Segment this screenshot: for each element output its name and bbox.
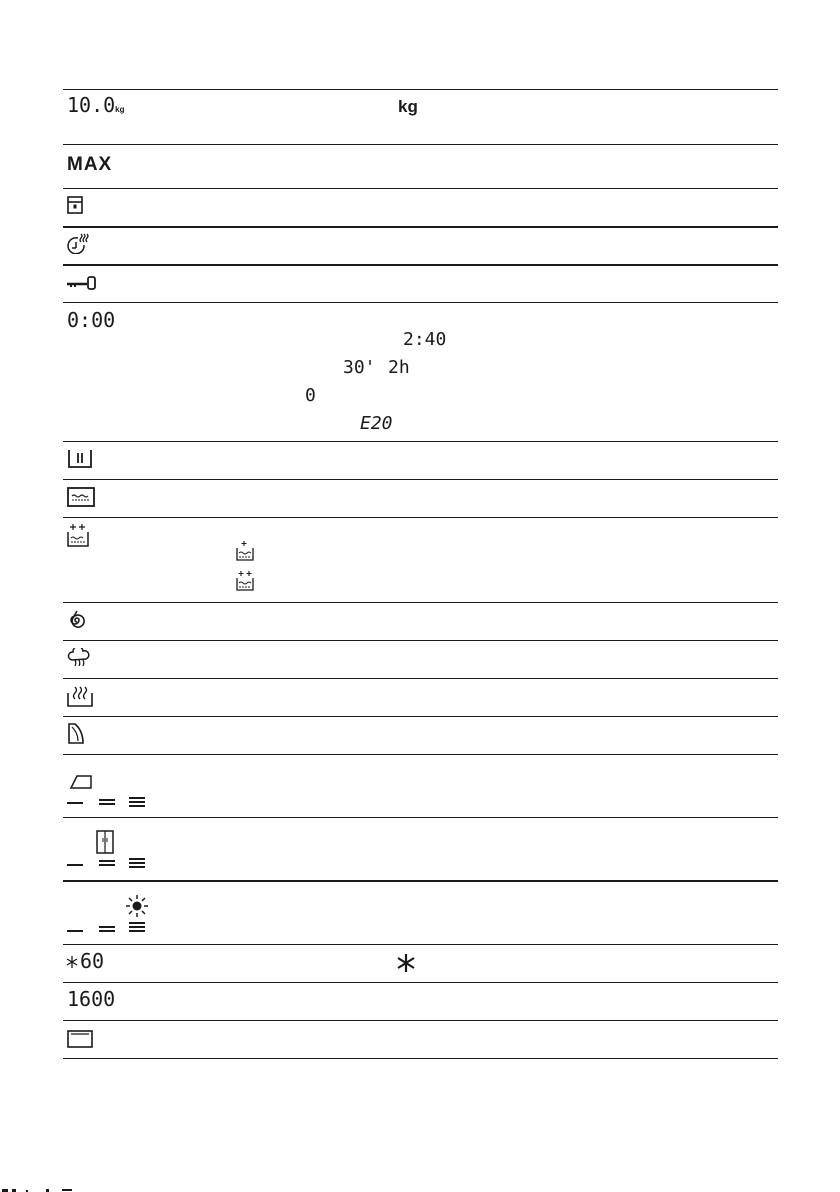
row-divider	[63, 602, 778, 603]
load-unit-text: kg	[398, 97, 418, 116]
row-divider	[63, 982, 778, 983]
row-divider	[63, 264, 778, 266]
table-top-rule	[63, 89, 778, 90]
spin-speed-display: 1600	[67, 987, 116, 1011]
row-divider	[63, 144, 778, 145]
time-display: 0:00	[67, 308, 116, 332]
error-code-example: E20	[360, 413, 393, 434]
row-divider	[63, 880, 778, 882]
ironing-level-icon	[67, 772, 157, 808]
row-divider	[63, 302, 778, 303]
zero-example: 0	[305, 385, 316, 406]
rinse-plus-one-icon	[236, 541, 254, 561]
steam-cloud-icon	[67, 648, 91, 670]
row-divider	[63, 678, 778, 679]
row-divider	[63, 517, 778, 518]
extra-rinse-icon	[67, 523, 89, 547]
cold-wash-icon	[65, 955, 79, 969]
minutes-example: 30'	[343, 357, 376, 378]
row-divider	[63, 188, 778, 189]
row-divider	[63, 226, 778, 228]
rinse-plus-two-icon	[236, 571, 254, 591]
row-divider	[63, 640, 778, 641]
temperature-display: 60	[80, 949, 105, 973]
row-divider	[63, 754, 778, 755]
cold-symbol-icon	[396, 953, 416, 973]
footer-crop-mark	[0, 1186, 100, 1192]
prewash-icon	[67, 449, 93, 469]
table-bottom-rule	[63, 1058, 778, 1059]
drying-level-icon	[67, 894, 157, 936]
row-divider	[63, 817, 778, 818]
row-divider	[63, 944, 778, 945]
row-divider	[63, 479, 778, 480]
heat-icon	[67, 685, 93, 707]
row-divider	[63, 1020, 778, 1021]
load-display: 10.0kg	[67, 93, 125, 117]
rinse-icon	[67, 487, 95, 507]
child-lock-key-icon	[67, 276, 97, 290]
duration-example: 2:40	[403, 329, 447, 350]
fabric-softener-icon	[67, 723, 85, 745]
spin-spiral-icon	[67, 610, 87, 632]
door-lock-icon	[67, 196, 83, 214]
empty-display-icon	[67, 1030, 93, 1048]
steam-timer-icon	[67, 232, 91, 254]
max-indicator: MAX	[67, 154, 113, 175]
row-divider	[63, 441, 778, 442]
row-divider	[63, 716, 778, 717]
hours-example: 2h	[388, 357, 410, 378]
wardrobe-level-icon	[67, 830, 157, 870]
